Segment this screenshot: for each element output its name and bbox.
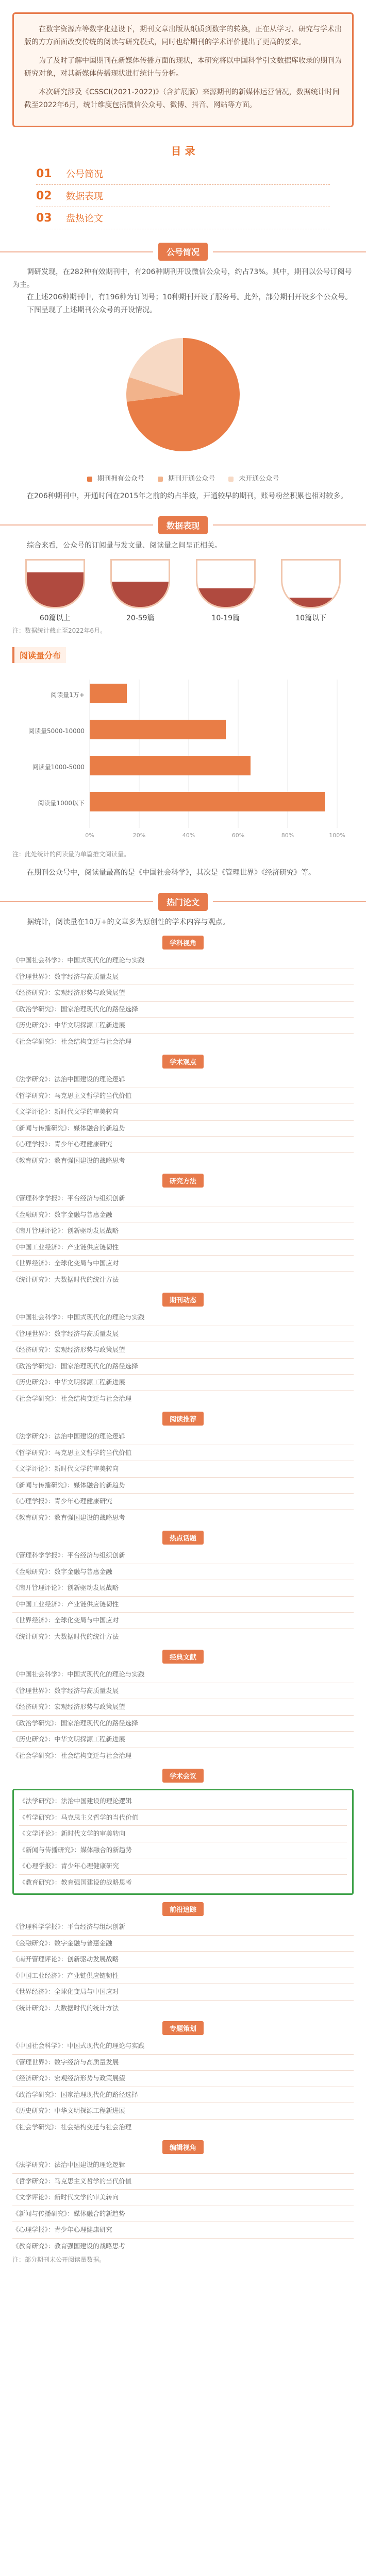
intro-paragraph-1: 在数字资源库等数字化建设下，期刊文章出版从纸质到数字的转换，正在从学习、研究与学术出版的方方面面改变传统的阅读与研究模式，同时也给期刊的学术评价提出了更高的要求。 <box>24 25 342 46</box>
list-item[interactable]: 《中国工业经济》：产业链供应链韧性 <box>12 1971 119 1979</box>
list-item[interactable]: 《哲学研究》：马克思主义哲学的当代价值 <box>12 2177 132 2185</box>
cup-label: 10篇以下 <box>295 614 327 622</box>
mini-section-header <box>0 1531 366 1545</box>
hbar-chart <box>12 674 354 846</box>
pie-chart-wrap <box>12 323 354 483</box>
list-item[interactable]: 《教育研究》：教育强国建设的战略思考 <box>12 1513 125 1521</box>
list-item[interactable]: 《法学研究》：法治中国建设的理论逻辑 <box>12 2161 125 2169</box>
hbar-category-label: 阅读量1万+ <box>51 691 85 699</box>
section-3-header <box>0 893 366 911</box>
hbar-svg <box>12 674 354 844</box>
list-item[interactable]: 《管理世界》：数字经济与高质量发展 <box>12 1686 119 1694</box>
list-item[interactable]: 《经济研究》：宏观经济形势与政策展望 <box>12 989 125 997</box>
mini-section-label: 阅读推荐 <box>162 1412 204 1426</box>
list-separator <box>19 1874 347 1875</box>
list-item[interactable]: 《中国社会科学》：中国式现代化的理论与实践 <box>12 1313 145 1321</box>
catalog-title: 目 录 <box>171 145 195 157</box>
catalog-item-number: 02 <box>36 189 52 202</box>
list-item[interactable]: 《文学评论》：新时代文学的审美转向 <box>12 2193 119 2201</box>
list-block <box>12 1921 354 2014</box>
list-item[interactable]: 《管理世界》：数字经济与高质量发展 <box>12 1329 119 1337</box>
list-item[interactable]: 《统计研究》：大数据时代的统计方法 <box>12 2004 119 2012</box>
list-block <box>12 2159 354 2252</box>
list-item[interactable]: 《法学研究》：法治中国建设的理论逻辑 <box>19 1797 132 1805</box>
mini-section-header <box>0 2021 366 2035</box>
hbar-tick-label: 60% <box>231 832 245 839</box>
list-separator <box>12 1374 354 1375</box>
list-item[interactable]: 《南开管理评论》：创新驱动发展战略 <box>12 1955 119 1963</box>
list-item[interactable]: 《统计研究》：大数据时代的统计方法 <box>12 1275 119 1283</box>
mini-section-label: 热点话题 <box>162 1531 204 1545</box>
list-item[interactable]: 《中国社会科学》：中国式现代化的理论与实践 <box>12 2042 145 2050</box>
mini-section-header <box>0 1902 366 1916</box>
cup-label: 10-19篇 <box>211 614 240 622</box>
list-item[interactable]: 《政治学研究》：国家治理现代化的路径选择 <box>12 2090 138 2098</box>
pie-legend-item <box>158 473 215 483</box>
list-item[interactable]: 《心理学报》：青少年心理健康研究 <box>19 1862 119 1870</box>
section-divider <box>213 251 366 252</box>
list-separator <box>12 2000 354 2001</box>
list-block <box>12 2040 354 2133</box>
cup-shape <box>196 559 256 608</box>
intro-paragraph-2: 为了及时了解中国期刊在新媒体传播方面的现状，本研究将以中国科学引文数据库收录的期刊为研究对象，对其新媒体传播现状进行统计与分析。 <box>24 57 342 78</box>
list-item[interactable]: 《管理世界》：数字经济与高质量发展 <box>12 2058 119 2066</box>
list-separator <box>12 1239 354 1240</box>
cup-card <box>102 559 179 623</box>
mini-section-label: 经典文献 <box>162 1650 204 1664</box>
list-separator <box>12 2070 354 2071</box>
list-separator <box>12 1358 354 1359</box>
list-item[interactable]: 《管理世界》：数字经济与高质量发展 <box>12 972 119 980</box>
list-item[interactable]: 《历史研究》：中华文明探源工程新进展 <box>12 1021 125 1029</box>
cup-shape <box>25 559 85 608</box>
subhead-label: 阅读量分布 <box>20 651 61 661</box>
pie-legend <box>12 473 354 483</box>
note-2: 注：此处统计的阅读量为单篇推文阅读量。 <box>12 851 130 858</box>
list-item[interactable]: 《南开管理评论》：创新驱动发展战略 <box>12 1584 119 1592</box>
intro-box <box>12 12 354 127</box>
mini-section-label: 前沿追踪 <box>162 1902 204 1916</box>
catalog-item-number: 03 <box>36 211 52 225</box>
list-item[interactable]: 《世界经济》：全球化变局与中国应对 <box>12 1988 119 1996</box>
hbar-bar <box>90 756 251 775</box>
catalog-item-number: 01 <box>36 167 52 180</box>
section-divider <box>213 524 366 526</box>
list-separator <box>12 1493 354 1494</box>
hbar-category-label: 阅读量1000以下 <box>38 800 85 807</box>
list-item[interactable]: 《金融研究》：数字金融与普惠金融 <box>12 1567 112 1575</box>
mini-section-header <box>0 1293 366 1307</box>
list-separator <box>19 1825 347 1826</box>
list-item[interactable]: 《历史研究》：中华文明探源工程新进展 <box>12 1735 125 1743</box>
list-separator <box>12 2054 354 2055</box>
list-item[interactable]: 《管理科学学报》：平台经济与组织创新 <box>12 1551 125 1560</box>
list-item[interactable]: 《新闻与传播研究》：媒体融合的新趋势 <box>19 1845 132 1854</box>
catalog-item[interactable] <box>36 185 330 207</box>
legend-label: 期刊开通公众号 <box>168 475 215 483</box>
list-item[interactable]: 《新闻与传播研究》：媒体融合的新趋势 <box>12 1481 125 1489</box>
list-item[interactable]: 《文学评论》：新时代文学的审美转向 <box>12 1465 119 1473</box>
pie-legend-item <box>228 473 279 483</box>
cup-label: 20-59篇 <box>126 614 155 622</box>
list-item[interactable]: 《历史研究》：中华文明探源工程新进展 <box>12 2107 125 2115</box>
hbar-bar <box>90 792 325 811</box>
legend-label: 期刊拥有公众号 <box>97 475 144 483</box>
list-item[interactable]: 《社会学研究》：社会结构变迁与社会治理 <box>12 2123 132 2131</box>
section-2-header <box>0 516 366 534</box>
list-block <box>12 1312 354 1404</box>
list-item[interactable]: 《社会学研究》：社会结构变迁与社会治理 <box>12 1394 132 1402</box>
mini-section-label: 专题策划 <box>162 2021 204 2035</box>
list-separator <box>12 1951 354 1952</box>
mini-section-header <box>0 936 366 950</box>
list-separator <box>12 2238 354 2239</box>
section-3-paragraph-1: 据统计，阅读量在10万+的文章多为原创性的学术内容与观点。 <box>27 918 230 926</box>
mini-section-header <box>0 1769 366 1783</box>
list-separator <box>19 1809 347 1810</box>
cup-card <box>187 559 264 623</box>
cup-shape <box>110 559 170 608</box>
section-1-paragraph-1: 调研发现，在282种有效期刊中，有206种期刊开设微信公众号，约占73%。其中，期刊以公号订阅号为主。 <box>12 268 352 289</box>
list-item[interactable]: 《新闻与传播研究》：媒体融合的新趋势 <box>12 1124 125 1132</box>
list-item[interactable]: 《教育研究》：教育强国建设的战略思考 <box>12 2242 125 2250</box>
list-block <box>12 955 354 1047</box>
mini-section-label: 学术观点 <box>162 1055 204 1069</box>
list-item[interactable]: 《中国社会科学》：中国式现代化的理论与实践 <box>12 1670 145 1679</box>
pie-chart <box>12 323 354 467</box>
legend-label: 未开通公众号 <box>239 475 279 483</box>
section-1-header <box>0 243 366 261</box>
cup-fill <box>112 582 169 607</box>
note-3: 注：部分期刊未公开阅读量数据。 <box>12 2256 106 2264</box>
list-item[interactable]: 《政治学研究》：国家治理现代化的路径选择 <box>12 1362 138 1370</box>
list-separator <box>12 1001 354 1002</box>
hbar-tick-label: 100% <box>329 832 345 839</box>
list-separator <box>12 2173 354 2174</box>
list-block <box>12 1550 354 1642</box>
mini-section-header <box>0 2140 366 2154</box>
list-item[interactable]: 《心理学报》：青少年心理健康研究 <box>12 1140 112 1148</box>
section-label: 热门论文 <box>158 893 208 911</box>
list-item[interactable]: 《经济研究》：宏观经济形势与政策展望 <box>12 1703 125 1711</box>
list-item[interactable]: 《金融研究》：数字金融与普惠金融 <box>12 1939 112 1947</box>
cup-shape <box>281 559 341 608</box>
list-item[interactable]: 《法学研究》：法治中国建设的理论逻辑 <box>12 1075 125 1083</box>
list-separator <box>12 1255 354 1256</box>
list-separator <box>12 1017 354 1018</box>
catalog <box>0 143 366 229</box>
mini-section-header <box>0 1174 366 1188</box>
list-item[interactable]: 《政治学研究》：国家治理现代化的路径选择 <box>12 1719 138 1727</box>
legend-swatch <box>87 477 92 482</box>
list-item[interactable]: 《心理学报》：青少年心理健康研究 <box>12 2226 112 2234</box>
mini-section-label: 研究方法 <box>162 1174 204 1188</box>
hbar-bar <box>90 720 226 739</box>
section-divider <box>0 901 153 902</box>
legend-swatch <box>228 477 234 482</box>
list-separator <box>12 1715 354 1716</box>
list-item[interactable]: 《教育研究》：教育强国建设的战略思考 <box>19 1878 132 1886</box>
mini-section-label: 学科视角 <box>162 936 204 950</box>
list-item[interactable]: 《中国社会科学》：中国式现代化的理论与实践 <box>12 956 145 964</box>
hbar-category-label: 阅读量5000-10000 <box>28 727 85 735</box>
legend-swatch <box>158 477 163 482</box>
list-separator <box>12 1731 354 1732</box>
mini-section-header <box>0 1055 366 1069</box>
list-item[interactable]: 《管理科学学报》：平台经济与组织创新 <box>12 1923 125 1931</box>
hbar-category-label: 阅读量1000-5000 <box>32 764 85 771</box>
list-item[interactable]: 《文学评论》：新时代文学的审美转向 <box>12 1108 119 1116</box>
cup-fill <box>282 598 339 607</box>
list-separator <box>12 1136 354 1137</box>
mini-section-header <box>0 1412 366 1426</box>
catalog-head <box>36 143 330 158</box>
mini-section-label: 编辑视角 <box>162 2140 204 2154</box>
list-item[interactable]: 《中国工业经济》：产业链供应链韧性 <box>12 1243 119 1251</box>
list-item[interactable]: 《文学评论》：新时代文学的审美转向 <box>19 1829 126 1838</box>
list-item[interactable]: 《新闻与传播研究》：媒体融合的新趋势 <box>12 2209 125 2217</box>
catalog-item[interactable] <box>36 207 330 229</box>
list-item[interactable]: 《哲学研究》：马克思主义哲学的当代价值 <box>19 1813 139 1821</box>
list-separator <box>12 1033 354 1034</box>
list-block <box>12 1431 354 1523</box>
list-item[interactable]: 《统计研究》：大数据时代的统计方法 <box>12 1632 119 1640</box>
hbar-tick-label: 80% <box>281 832 294 839</box>
list-separator <box>12 1477 354 1478</box>
hbar-tick-label: 40% <box>182 832 195 839</box>
list-item[interactable]: 《教育研究》：教育强国建设的战略思考 <box>12 1156 125 1164</box>
cup-card <box>16 559 94 623</box>
list-item[interactable]: 《社会学研究》：社会结构变迁与社会治理 <box>12 1751 132 1759</box>
list-item[interactable]: 《心理学报》：青少年心理健康研究 <box>12 1497 112 1505</box>
cup-fill <box>27 572 84 607</box>
list-item[interactable]: 《世界经济》：全球化变局与中国应对 <box>12 1616 119 1624</box>
subhead-1 <box>12 647 66 663</box>
list-item[interactable]: 《哲学研究》：马克思主义哲学的当代价值 <box>12 1448 132 1456</box>
note-1: 注：数据统计截止至2022年6月。 <box>12 627 107 634</box>
section-divider <box>213 901 366 902</box>
section-1-paragraph-3: 下图呈现了上述期刊公众号的开设情况。 <box>27 306 157 314</box>
list-item[interactable]: 《金融研究》：数字金融与普惠金融 <box>12 1210 112 1218</box>
hbar-tick-label: 20% <box>132 832 146 839</box>
list-separator <box>12 1612 354 1613</box>
list-separator <box>12 1120 354 1121</box>
list-separator <box>12 2189 354 2190</box>
list-block <box>12 1074 354 1166</box>
mini-section-label: 学术会议 <box>162 1769 204 1783</box>
list-separator <box>12 1935 354 1936</box>
section-2-paragraph-2: 在期刊公众号中，阅读量最高的是《中国社会科学》，其次是《管理世界》《经济研究》等。 <box>27 869 315 877</box>
cups-row <box>12 559 354 623</box>
highlight-box <box>12 1789 354 1895</box>
list-item[interactable]: 《经济研究》：宏观经济形势与政策展望 <box>12 1346 125 1354</box>
list-item[interactable]: 《世界经济》：全球化变局与中国应对 <box>12 1259 119 1267</box>
list-separator <box>12 1596 354 1597</box>
list-block <box>12 1193 354 1285</box>
catalog-item[interactable] <box>36 163 330 185</box>
section-1-paragraph-4: 在206种期刊中，开通时间在2015年之前的约占半数，开通较早的期刊，账号粉丝积累也相对较多。 <box>27 492 348 500</box>
list-item[interactable]: 《社会学研究》：社会结构变迁与社会治理 <box>12 1037 132 1045</box>
list-item[interactable]: 《管理科学学报》：平台经济与组织创新 <box>12 1194 125 1202</box>
list-item[interactable]: 《法学研究》：法治中国建设的理论逻辑 <box>12 1432 125 1440</box>
section-1-paragraph-2: 在上述206种期刊中，有196种为订阅号；10种期刊开设了服务号。此外，部分期刊开设多个公众号。 <box>27 293 353 301</box>
section-2-paragraph-1: 综合来看，公众号的订阅量与发文量、阅读量之间呈正相关。 <box>27 541 222 550</box>
hbar-bar <box>90 684 127 703</box>
mini-section-label: 期刊动态 <box>162 1293 204 1307</box>
catalog-item-text: 盘热论文 <box>66 213 103 224</box>
list-item[interactable]: 《历史研究》：中华文明探源工程新进展 <box>12 1378 125 1386</box>
long-list <box>0 936 366 2252</box>
mini-section-header <box>0 1650 366 1664</box>
section-divider <box>0 524 153 526</box>
cup-label: 60篇以上 <box>39 614 71 622</box>
list-separator <box>12 2119 354 2120</box>
catalog-item-text: 公号简况 <box>66 169 103 180</box>
section-divider <box>0 251 153 252</box>
list-item[interactable]: 《南开管理评论》：创新驱动发展战略 <box>12 1227 119 1235</box>
section-label: 数据表现 <box>158 516 208 534</box>
list-block <box>12 1669 354 1761</box>
list-item[interactable]: 《政治学研究》：国家治理现代化的路径选择 <box>12 1005 138 1013</box>
list-item[interactable]: 《中国工业经济》：产业链供应链韧性 <box>12 1600 119 1608</box>
intro-paragraph-3: 本次研究涉及《CSSCI(2021-2022)》（含扩展版）来源期刊的新媒体运营情况，数据统计时间截至2022年6月，统计维度包括微信公众号、微博、抖音、网站等方面。 <box>24 88 340 109</box>
cup-fill <box>197 588 254 607</box>
pie-legend-item <box>87 473 144 483</box>
list-item[interactable]: 《哲学研究》：马克思主义哲学的当代价值 <box>12 1091 132 1099</box>
list-item[interactable]: 《经济研究》：宏观经济形势与政策展望 <box>12 2074 125 2082</box>
catalog-item-text: 数据表现 <box>66 191 103 202</box>
section-label: 公号简况 <box>158 243 208 261</box>
cup-card <box>272 559 350 623</box>
hbar-tick-label: 0% <box>85 832 94 839</box>
